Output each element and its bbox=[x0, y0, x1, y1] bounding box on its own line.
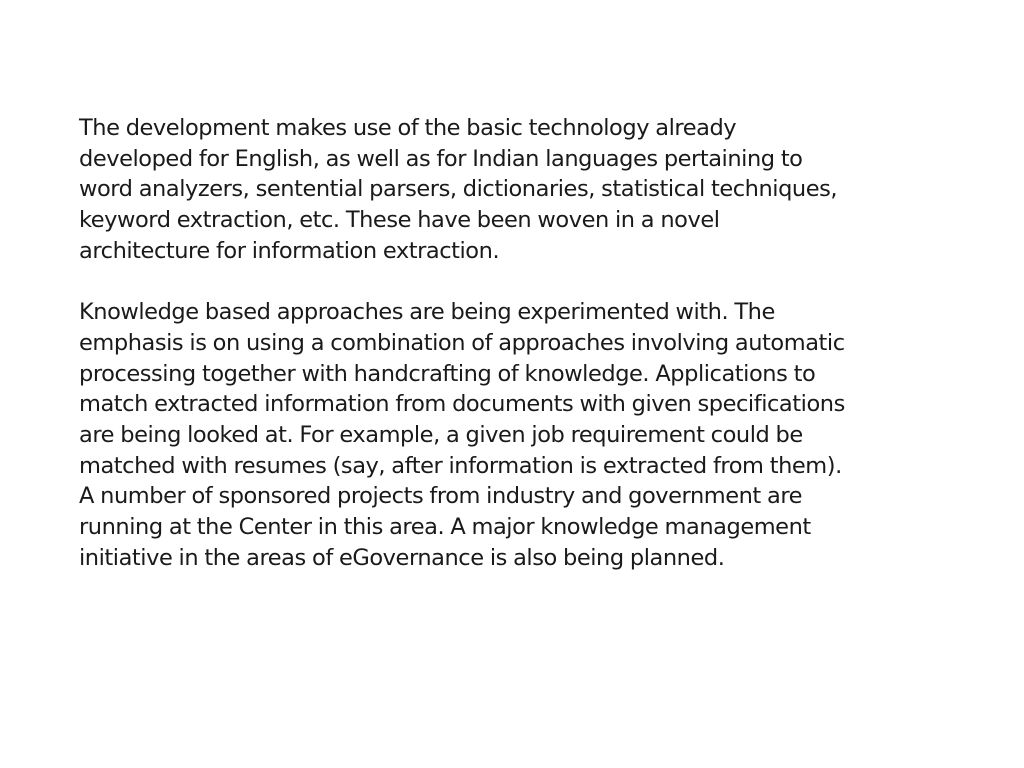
text-line: word analyzers, sentential parsers, dictionaries, statistical techniques, bbox=[79, 176, 838, 203]
text-line: The development makes use of the basic technology already bbox=[79, 115, 737, 141]
text-line: processing together with handcrafting of knowledge. Applications to bbox=[79, 360, 816, 387]
paragraph-knowledge bbox=[79, 297, 979, 573]
paragraph-technology bbox=[79, 113, 979, 267]
text-line: matched with resumes (say, after information is extracted from them). bbox=[79, 452, 842, 479]
text-line: Knowledge based approaches are being experimented with. The bbox=[79, 299, 775, 326]
text-line: architecture for information extraction. bbox=[79, 237, 500, 264]
text-line: keyword extraction, etc. These have been woven in a novel bbox=[79, 207, 720, 234]
text-line: are being looked at. For example, a given job requirement could be bbox=[79, 422, 803, 449]
body-text bbox=[79, 113, 979, 574]
text-line: running at the Center in this area. A major knowledge management bbox=[79, 514, 811, 541]
text-line: developed for English, as well as for Indian languages pertaining to bbox=[79, 145, 803, 172]
text-line: emphasis is on using a combination of approaches involving automatic bbox=[79, 329, 845, 356]
text-line: initiative in the areas of eGovernance is also being planned. bbox=[79, 544, 725, 571]
text-line: A number of sponsored projects from industry and government are bbox=[79, 483, 803, 510]
text-line: match extracted information from documents with given specifications bbox=[79, 391, 845, 418]
